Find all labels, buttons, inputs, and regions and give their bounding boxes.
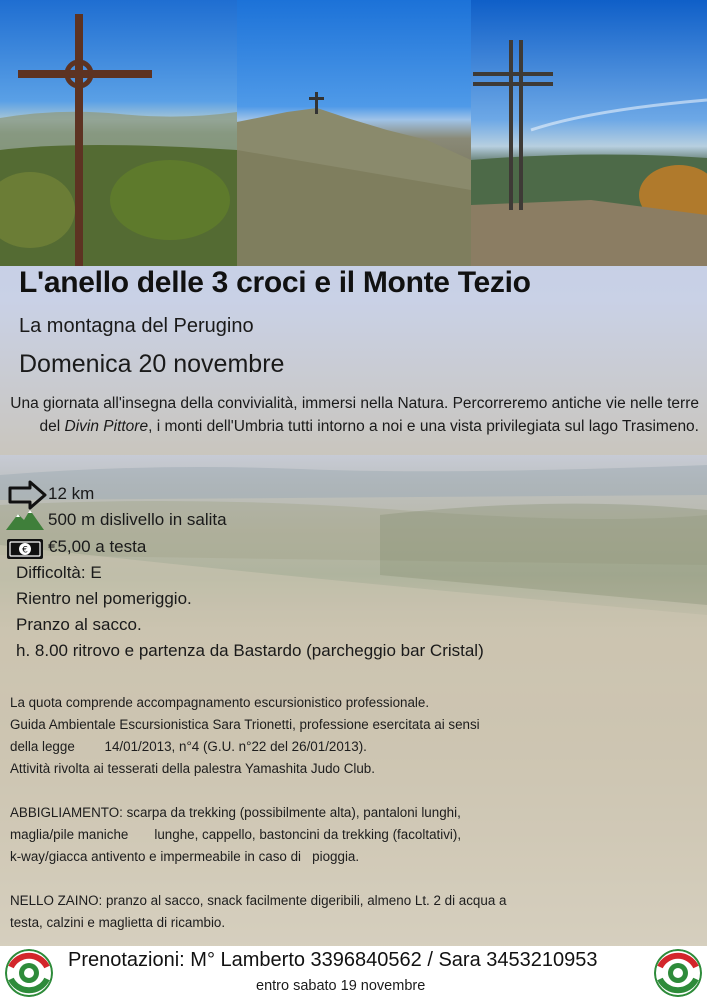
info-section [10, 692, 610, 956]
info-zaino: NELLO ZAINO: pranzo al sacco, snack facilmente digeribili, almeno Lt. 2 di acqua a testa, calzini e maglietta di ricambio. [10, 893, 507, 930]
mountain-icon [6, 508, 44, 530]
fact-distance: 12 km [48, 484, 95, 503]
event-intro: Una giornata all'insegna della convivialità, immersi nella Natura. Percorreremo antiche vie nelle terre del Divin Pittore, i monti dell'Umbria tutti intorno a noi e una vista privilegiata sul lago Trasimeno. [10, 395, 699, 435]
event-date: Domenica 20 novembre [19, 350, 285, 378]
booking-deadline: entro sabato 19 novembre [256, 978, 426, 994]
svg-text:€: € [22, 545, 28, 556]
fact-meeting: h. 8.00 ritrovo e partenza da Bastardo (parcheggio bar Cristal) [16, 641, 484, 660]
fact-lunch: Pranzo al sacco. [16, 615, 142, 634]
club-logo-right [654, 949, 702, 997]
event-title: L'anello delle 3 croci e il Monte Tezio [19, 266, 531, 299]
info-abbigliamento: ABBIGLIAMENTO: scarpa da trekking (possibilmente alta), pantaloni lunghi, maglia/pile maniche lunghe, cappello, bastoncini da trekking (facoltativi), k-way/giacca antivento e impermeabile in caso di pioggia. [10, 805, 462, 864]
info-quota: La quota comprende accompagnamento escursionistico professionale. Guida Ambientale Escursionistica Sara Trionetti, professione esercitata ai sensi della legge 14/01/2013, n°4 (G.U. n°22 del 26/01/2013). Attività rivolta ai tesserati della palestra Yamashita Judo Club. [10, 695, 480, 776]
fact-price: €5,00 a testa [48, 537, 147, 556]
intro-italic: Divin Pittore [64, 418, 149, 435]
fact-elevation: 500 m dislivello in salita [48, 510, 227, 529]
fact-return: Rientro nel pomeriggio. [16, 589, 192, 608]
club-logo-left [5, 949, 53, 997]
photo-wooden-cross [0, 0, 237, 266]
header-photo-strip [0, 0, 707, 266]
euro-banknote-icon [6, 537, 44, 561]
booking-contacts: Prenotazioni: M° Lamberto 3396840562 / Sara 3453210953 [68, 949, 598, 971]
arrow-right-icon [8, 480, 48, 510]
photo-hill-summit [237, 0, 471, 266]
event-subtitle: La montagna del Perugino [19, 315, 254, 337]
photo-iron-cross [471, 0, 707, 266]
fact-difficulty: Difficoltà: E [16, 563, 102, 582]
